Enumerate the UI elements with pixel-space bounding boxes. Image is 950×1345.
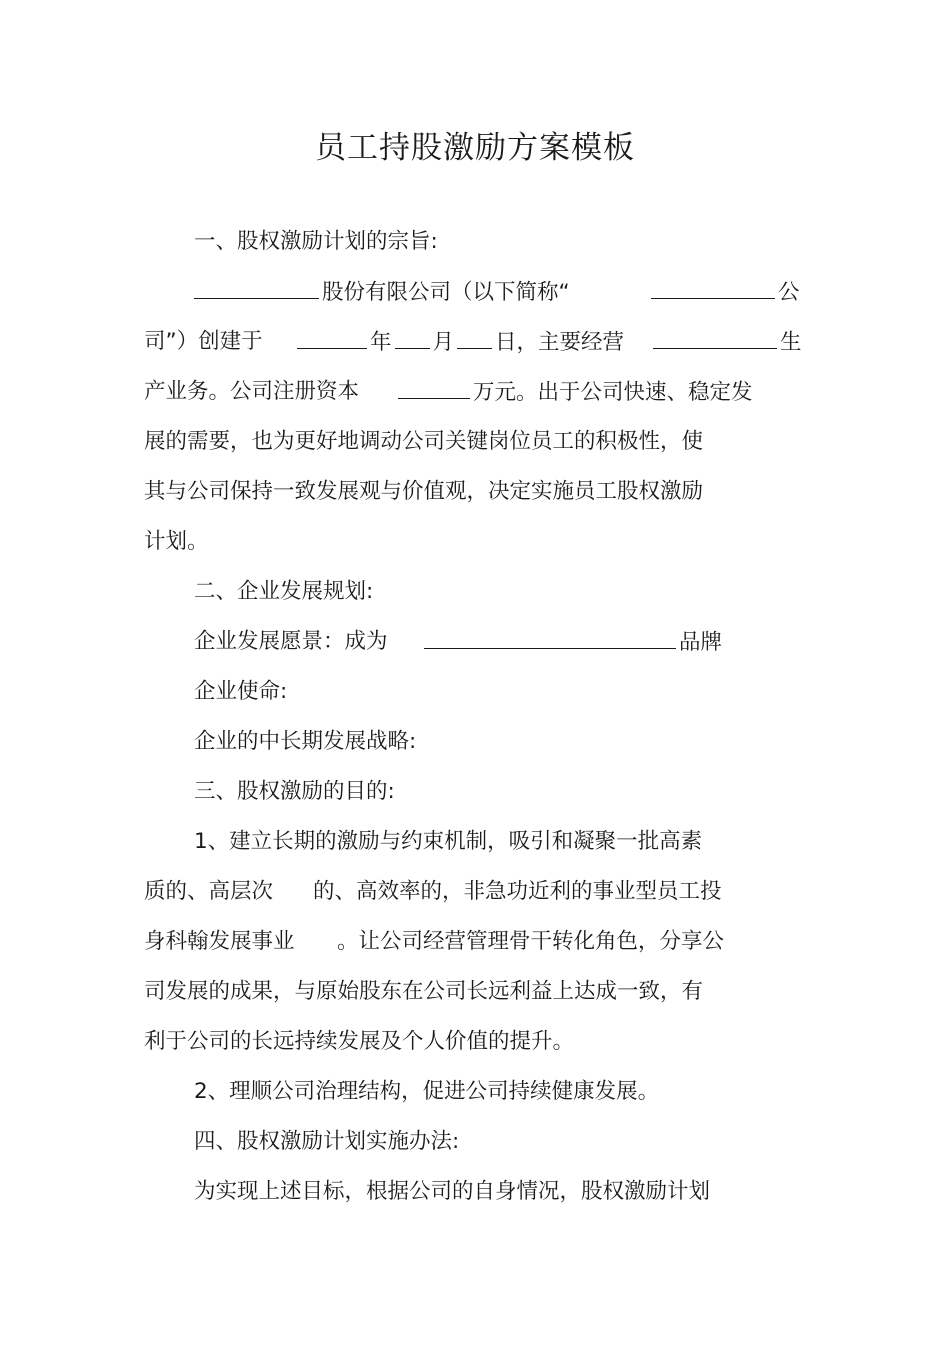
- paragraph-line: [194, 278, 570, 307]
- fill-blank-business: [653, 328, 777, 349]
- text-run: 身科翰发展事业: [144, 929, 295, 954]
- text-run: 的、高效率的，非急功近利的事业型员工投: [313, 879, 722, 904]
- text-run: 万元。出于公司快速、稳定发: [473, 380, 753, 405]
- paragraph-line: 其与公司保持一致发展观与价值观，决定实施员工股权激励: [144, 479, 704, 504]
- fill-blank-brand: [424, 628, 676, 649]
- text-run: 质的、高层次: [144, 879, 274, 904]
- paragraph-line: [144, 328, 263, 356]
- fill-blank-capital: [398, 378, 470, 399]
- paragraph-line: 企业使命:: [194, 679, 288, 704]
- fill-blank-month: [395, 328, 430, 349]
- text-run: 产业务。公司注册资本: [144, 379, 360, 404]
- text-run: 年: [370, 330, 392, 355]
- paragraph-line: [398, 378, 753, 407]
- text-run: 司”）创建于: [144, 329, 263, 354]
- section-4-heading: 四、股权激励计划实施办法:: [194, 1129, 460, 1154]
- fill-blank-day: [457, 328, 492, 349]
- text-run: 日，主要经营: [495, 330, 625, 355]
- section-3-heading: 三、股权激励的目的:: [194, 779, 395, 804]
- paragraph-line: [337, 928, 724, 956]
- paragraph-line: [424, 628, 722, 657]
- section-2-heading: 二、企业发展规划:: [194, 579, 374, 604]
- paragraph-line: 1、建立长期的激励与约束机制，吸引和凝聚一批高素: [194, 829, 703, 854]
- text-run: 品牌: [679, 630, 723, 655]
- paragraph-line: [144, 928, 295, 956]
- text-run: 企业发展愿景：成为: [194, 629, 388, 654]
- text-run: 生: [780, 330, 802, 355]
- section-1-heading: 一、股权激励计划的宗旨:: [194, 229, 438, 254]
- paragraph-line: 为实现上述目标，根据公司的自身情况，股权激励计划: [194, 1179, 711, 1204]
- paragraph-line: [144, 378, 359, 406]
- paragraph-line: 2、理顺公司治理结构，促进公司持续健康发展。: [194, 1079, 660, 1104]
- fill-blank-company-short-name: [651, 278, 775, 299]
- paragraph-line: [297, 328, 624, 357]
- text-run: 。让公司经营管理骨干转化角色，分享公: [337, 929, 725, 954]
- text-run: 公: [778, 280, 800, 305]
- paragraph-line: 企业的中长期发展战略:: [194, 729, 417, 754]
- paragraph-line: [144, 878, 273, 906]
- paragraph-line: [653, 328, 802, 357]
- paragraph-line: 展的需要，也为更好地调动公司关键岗位员工的积极性，使: [144, 429, 704, 454]
- document-title: 员工持股激励方案模板: [315, 130, 635, 166]
- paragraph-line: [313, 878, 722, 906]
- fill-blank-company-name: [194, 278, 319, 299]
- paragraph-line: 司发展的成果，与原始股东在公司长远利益上达成一致，有: [144, 979, 704, 1004]
- fill-blank-year: [297, 328, 367, 349]
- paragraph-line: [651, 278, 800, 307]
- paragraph-line: 计划。: [144, 529, 209, 554]
- paragraph-line: 利于公司的长远持续发展及个人价值的提升。: [144, 1029, 575, 1054]
- text-run: 股份有限公司（以下简称“: [322, 280, 570, 305]
- text-run: 月: [432, 330, 455, 355]
- paragraph-line: [194, 628, 388, 656]
